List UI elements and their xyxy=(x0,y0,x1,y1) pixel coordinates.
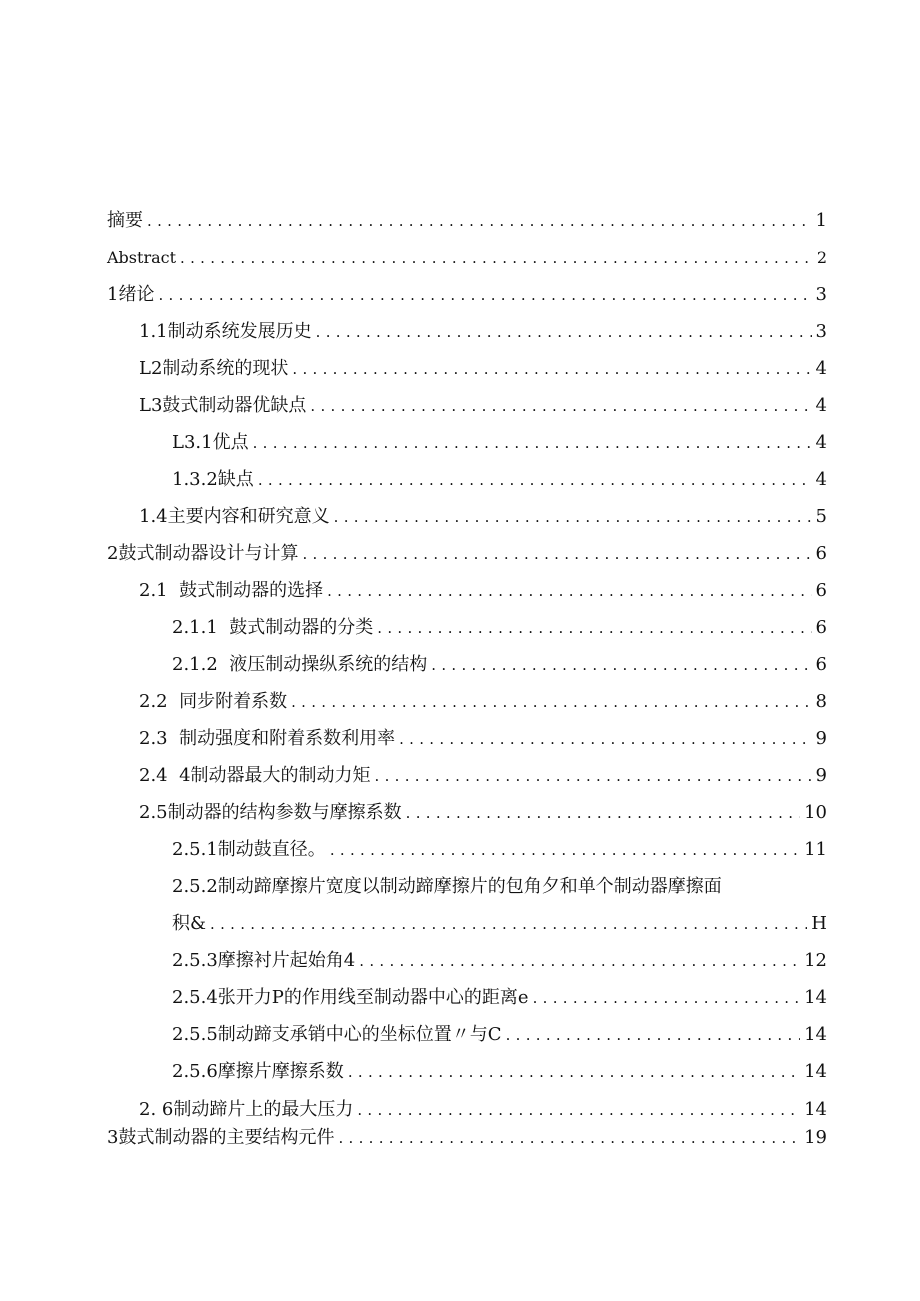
toc-entry-label: 积& xyxy=(172,913,207,934)
toc-entry-1-2[interactable] xyxy=(139,358,827,380)
dot-leader xyxy=(147,210,812,232)
toc-entry-label: L3鼓式制动器优缺点 xyxy=(139,395,307,416)
toc-entry-label: 2鼓式制动器设计与计算 xyxy=(107,543,299,564)
toc-entry-2-5-5[interactable] xyxy=(172,1024,827,1046)
toc-entry-page: 6 xyxy=(815,543,827,564)
toc-entry-label: 2.5.6摩擦片摩擦系数 xyxy=(172,1061,344,1082)
toc-entry-1-4[interactable] xyxy=(139,506,827,528)
toc-entry-chapter-2[interactable] xyxy=(107,543,827,565)
dot-leader xyxy=(258,469,812,491)
toc-entry-label: 2.1.1 鼓式制动器的分类 xyxy=(172,617,374,638)
dot-leader xyxy=(348,1061,800,1083)
dot-leader xyxy=(375,765,812,787)
toc-entry-chapter-1[interactable] xyxy=(107,284,827,306)
dot-leader xyxy=(406,802,800,824)
toc-entry-2-5[interactable] xyxy=(139,802,827,824)
toc-entry-label: Abstract xyxy=(107,248,177,267)
toc-entry-2-1-1[interactable] xyxy=(172,617,827,639)
toc-entry-abstract-cn[interactable] xyxy=(107,210,827,232)
toc-entry-label: 2.5.1制动鼓直径。 xyxy=(172,839,326,860)
dot-leader xyxy=(253,432,812,454)
dot-leader xyxy=(533,987,801,1009)
toc-entry-2-1-2[interactable] xyxy=(172,654,827,676)
dot-leader xyxy=(210,913,807,935)
toc-entry-2-6[interactable] xyxy=(139,1099,827,1121)
toc-entry-label: 2.3 制动强度和附着系数利用率 xyxy=(139,728,396,749)
toc-entry-page: 1 xyxy=(815,210,827,231)
toc-entry-2-5-2[interactable] xyxy=(172,913,827,935)
dot-leader xyxy=(377,617,811,639)
toc-entry-page: 12 xyxy=(804,950,827,971)
toc-entry-page: 14 xyxy=(804,1099,827,1120)
toc-entry-page: 9 xyxy=(815,728,827,749)
toc-entry-page: 4 xyxy=(815,432,827,453)
toc-entry-page: 3 xyxy=(815,321,827,342)
toc-entry-1-1[interactable] xyxy=(139,321,827,343)
toc-entry-1-3-1[interactable] xyxy=(172,432,827,454)
toc-entry-label: L2制动系统的现状 xyxy=(139,358,289,379)
dot-leader xyxy=(334,506,812,528)
toc-entry-2-2[interactable] xyxy=(139,691,827,713)
dot-leader xyxy=(292,358,811,380)
toc-entry-1-3-2[interactable] xyxy=(172,469,827,491)
dot-leader xyxy=(330,839,800,861)
toc-entry-label: 1.4主要内容和研究意义 xyxy=(139,506,330,527)
toc-entry-page: 6 xyxy=(815,654,827,675)
dot-leader xyxy=(399,728,811,750)
toc-entry-label: 摘要 xyxy=(107,210,143,231)
toc-entry-label: 2.1.2 液压制动操纵系统的结构 xyxy=(172,654,428,675)
toc-entry-page: H xyxy=(811,913,827,934)
toc-entry-label: 2.5.4张开力P的作用线至制动器中心的距离e xyxy=(172,987,529,1008)
toc-entry-label: 2. 6制动蹄片上的最大压力 xyxy=(139,1099,354,1120)
toc-entry-2-5-6[interactable] xyxy=(172,1061,827,1083)
toc-entry-label: 2.4 4制动器最大的制动力矩 xyxy=(139,765,371,786)
toc-entry-2-4[interactable] xyxy=(139,765,827,787)
toc-entry-label: 3鼓式制动器的主要结构元件 xyxy=(107,1127,335,1148)
toc-entry-label: 1.1制动系统发展历史 xyxy=(139,321,312,342)
toc-entry-page: 9 xyxy=(815,765,827,786)
toc-entry-label: L3.1优点 xyxy=(172,432,249,453)
toc-entry-page: 14 xyxy=(804,1061,827,1082)
dot-leader xyxy=(359,950,800,972)
toc-entry-label: 2.5制动器的结构参数与摩擦系数 xyxy=(139,802,402,823)
dot-leader xyxy=(327,580,811,602)
dot-leader xyxy=(431,654,811,676)
toc-entry-page: 11 xyxy=(804,839,827,860)
toc-entry-page: 14 xyxy=(804,1024,827,1045)
dot-leader xyxy=(338,1127,800,1149)
toc-entry-1-3[interactable] xyxy=(139,395,827,417)
toc-entry-2-3[interactable] xyxy=(139,728,827,750)
toc-entry-page: 6 xyxy=(815,617,827,638)
toc-entry-page: 5 xyxy=(815,506,827,527)
toc-entry-page: 8 xyxy=(815,691,827,712)
toc-entry-2-5-3[interactable] xyxy=(172,950,827,972)
toc-entry-label: 2.5.3摩擦衬片起始角4 xyxy=(172,950,356,971)
toc-entry-page: 10 xyxy=(804,802,827,823)
dot-leader xyxy=(158,284,811,306)
toc-entry-label: 2.5.5制动蹄支承销中心的坐标位置〃与C xyxy=(172,1024,502,1045)
dot-leader xyxy=(506,1024,801,1046)
dot-leader xyxy=(291,691,811,713)
toc-entry-2-5-4[interactable] xyxy=(172,987,827,1009)
toc-entry-abstract-en[interactable] xyxy=(107,247,827,269)
toc-entry-page: 3 xyxy=(815,284,827,305)
toc-entry-page: 4 xyxy=(815,469,827,490)
toc-entry-2-5-2-first-line[interactable]: 2.5.2制动蹄摩擦片宽度以制动蹄摩擦片的包角夕和单个制动器摩擦面 xyxy=(172,876,722,897)
toc-entry-label: 2.2 同步附着系数 xyxy=(139,691,288,712)
toc-entry-label: 1绪论 xyxy=(107,284,155,305)
dot-leader xyxy=(302,543,811,565)
toc-entry-page: 6 xyxy=(815,580,827,601)
toc-entry-page: 14 xyxy=(804,987,827,1008)
toc-entry-chapter-3[interactable] xyxy=(107,1127,827,1149)
toc-entry-page: 2 xyxy=(816,248,827,267)
toc-entry-2-1[interactable] xyxy=(139,580,827,602)
dot-leader xyxy=(316,321,812,343)
toc-entry-page: 4 xyxy=(815,395,827,416)
toc-entry-label: 2.1 鼓式制动器的选择 xyxy=(139,580,324,601)
dot-leader xyxy=(310,395,811,417)
dot-leader xyxy=(180,247,813,269)
toc-entry-page: 4 xyxy=(815,358,827,379)
dot-leader xyxy=(357,1099,800,1121)
toc-entry-label: 1.3.2缺点 xyxy=(172,469,254,490)
toc-entry-page: 19 xyxy=(804,1127,827,1148)
toc-entry-2-5-1[interactable] xyxy=(172,839,827,861)
